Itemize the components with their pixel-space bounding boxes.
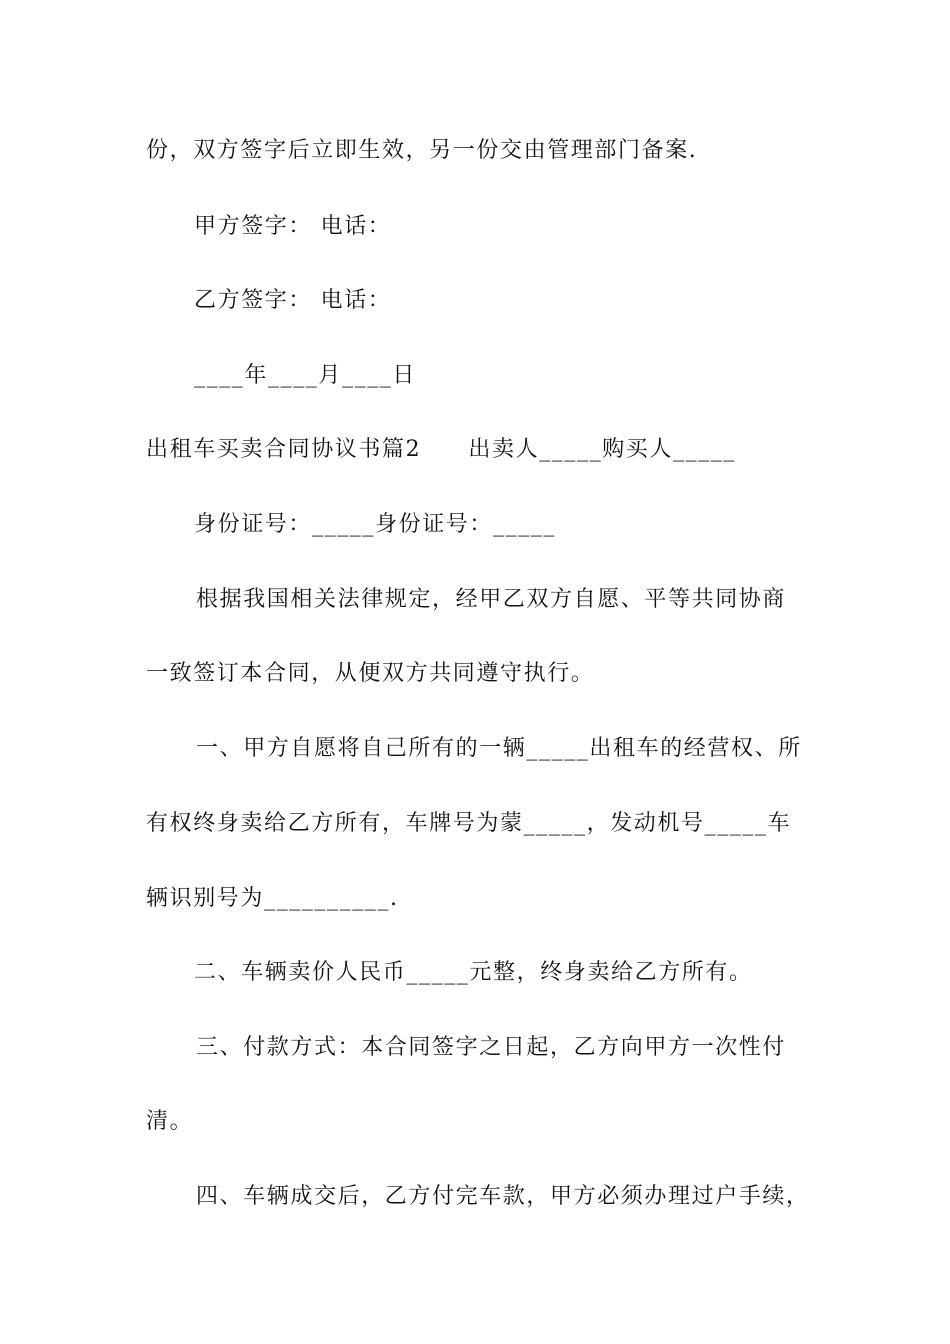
clause-1-line: 一、甲方自愿将自己所有的一辆_____出租车的经营权、所: [196, 736, 802, 761]
party-a-signature-line: 甲方签字： 电话：: [194, 214, 392, 239]
section-title-line: 出租车买卖合同协议书篇2 出卖人_____购买人_____: [146, 437, 736, 462]
paragraph-line: 份，双方签字后立即生效，另一份交由管理部门备案.: [146, 138, 698, 163]
id-number-line: 身份证号：_____身份证号：_____: [194, 512, 557, 537]
clause-3-line: 三、付款方式：本合同签字之日起，乙方向甲方一次性付: [196, 1035, 787, 1060]
party-b-signature-line: 乙方签字： 电话：: [194, 288, 392, 313]
date-line: ____年____月____日: [194, 363, 417, 388]
clause-4-line: 四、车辆成交后，乙方付完车款，甲方必须办理过户手续，: [196, 1184, 810, 1209]
clause-3-line: 清。: [146, 1109, 194, 1134]
clause-1-line: 辆识别号为__________.: [146, 886, 399, 911]
paragraph-line: 根据我国相关法律规定，经甲乙双方自愿、平等共同协商: [196, 587, 787, 612]
clause-1-line: 有权终身卖给乙方所有，车牌号为蒙_____，发动机号_____车: [146, 811, 792, 836]
clause-2-line: 二、车辆卖价人民币_____元整，终身卖给乙方所有。: [194, 960, 753, 985]
paragraph-line: 一致签订本合同，从便双方共同遵守执行。: [146, 661, 595, 686]
